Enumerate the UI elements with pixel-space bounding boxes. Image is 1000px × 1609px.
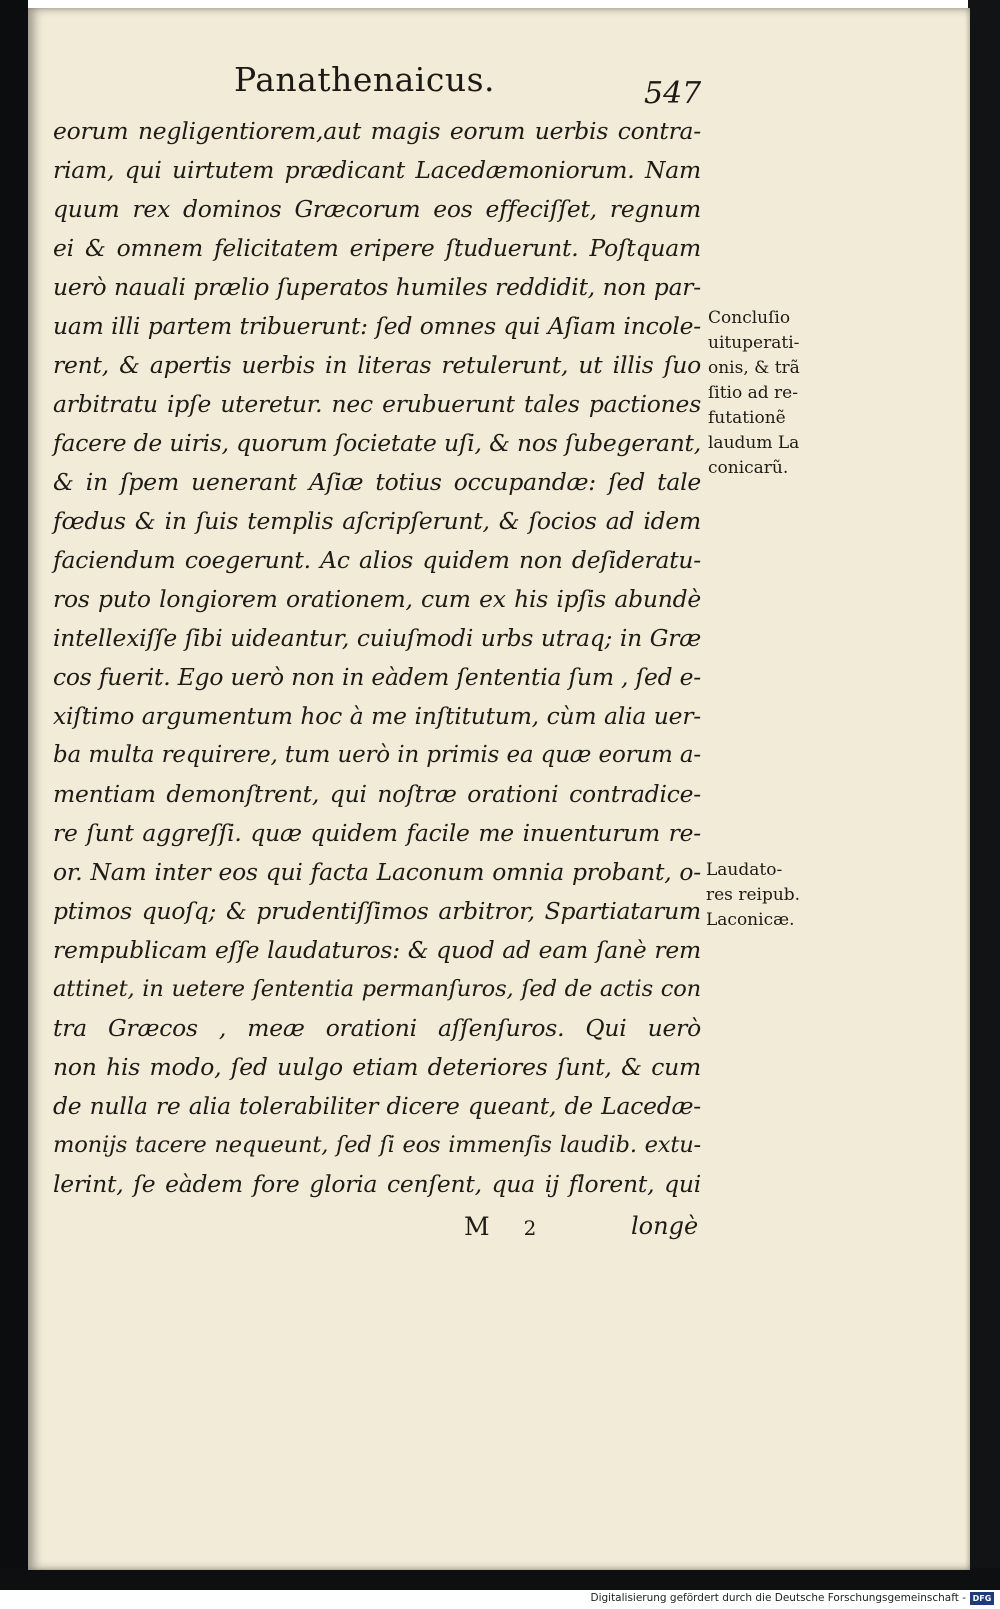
text-line: arbitratu ipſe uteretur. nec erubuerunt tales pactiones [53,390,701,418]
text-line: fœdus & in ſuis templis aſcripſerunt, & ſocios ad idem [53,507,701,535]
text-line: mentiam demonſtrent, qui noſtræ orationi contradice- [53,780,701,808]
text-line: riam, qui uirtutem prædicant Lacedæmoniorum. Nam [53,156,701,184]
marginal-line: ſitio ad re- [708,383,798,403]
text-line: de nulla re alia tolerabiliter dicere queant, de Lacedæ- [53,1092,701,1120]
text-line: or. Nam inter eos qui facta Laconum omnia probant, o- [53,858,701,886]
text-line: cos fuerit. Ego uerò non in eàdem ſententia ſum , ſed e- [53,663,701,691]
marginal-line: Laudato- [706,860,783,880]
text-line: quum rex dominos Græcorum eos effeciſſet, regnum [53,195,701,223]
text-line: rent, & apertis uerbis in literas retulerunt, ut illis ſuo [53,351,701,379]
marginal-note-laudatores [706,858,800,933]
text-line: lerint, ſe eàdem fore gloria cenſent, qua ij florent, qui [53,1170,701,1198]
dfg-logo: DFG [970,1592,994,1605]
page-number: 547 [644,76,702,111]
marginal-line: uituperati- [708,333,800,353]
scan-bottom-edge [0,1568,1000,1590]
text-line: monijs tacere nequeunt, ſed ſi eos immenſis laudib. extu- [53,1132,701,1158]
text-line: ros puto longiorem orationem, cum ex his ipſis abundè [53,585,701,613]
signature-number: 2 [523,1216,537,1240]
text-line: rempublicam eſſe laudaturos: & quod ad eam ſanè rem [53,936,701,964]
text-line: facere de uiris, quorum ſocietate uſi, & nos ſubegerant, [53,429,701,457]
text-line: re ſunt aggreſſi. quæ quidem facile me inuenturum re- [53,819,701,847]
signature-mark [464,1212,536,1241]
marginal-line: Concluſio [708,308,791,328]
text-line: ptimos quoſq; & prudentiſſimos arbitror, Spartiatarum [53,897,701,925]
text-line: intellexiſſe ſibi uideantur, cuiuſmodi urbs utraq; in Græ [53,624,701,652]
catchword: longè [631,1212,699,1240]
text-line: tra Græcos , meæ orationi aſſenſuros. Qui uerò [53,1014,701,1042]
text-line: ba multa requirere, tum uerò in primis ea quæ eorum a- [53,742,701,768]
text-line: eorum negligentiorem,aut magis eorum uerbis contra- [53,117,701,145]
text-line: uerò nauali prælio ſuperatos humiles reddidit, non par- [53,273,701,301]
text-line: non his modo, ſed uulgo etiam deteriores ſunt, & cum [53,1053,701,1081]
funding-credit: Digitalisierung gefördert durch die Deutsche Forschungsgemeinschaft - [590,1592,966,1604]
scan-left-edge [0,0,28,1609]
text-line: ei & omnem felicitatem eripere ſtuduerunt. Poſtquam [53,234,701,262]
marginal-line: onis, & trã [708,358,800,378]
marginal-line: Laconicæ. [706,910,795,930]
marginal-line: futationẽ [708,408,786,428]
running-head: Panathenaicus. [234,60,496,99]
marginal-line: res reipub. [706,885,801,905]
marginal-line: conicarũ. [708,458,789,478]
marginal-note-conclusio [708,306,800,481]
marginal-line: laudum La [708,433,800,453]
scan-right-edge [968,0,1000,1590]
signature-letter: M [464,1212,490,1241]
text-line: xiſtimo argumentum hoc à me inſtitutum, cùm alia uer- [53,702,701,730]
text-line: & in ſpem uenerant Aſiæ totius occupandæ: ſed tale [53,468,701,496]
text-line: attinet, in uetere ſententia permanſuros, ſed de actis con [53,976,701,1002]
text-line: uam illi partem tribuerunt: ſed omnes qui Aſiam incole- [53,312,701,340]
body-text [53,112,701,1204]
text-line: faciendum coegerunt. Ac alios quidem non deſideratu- [53,546,701,574]
